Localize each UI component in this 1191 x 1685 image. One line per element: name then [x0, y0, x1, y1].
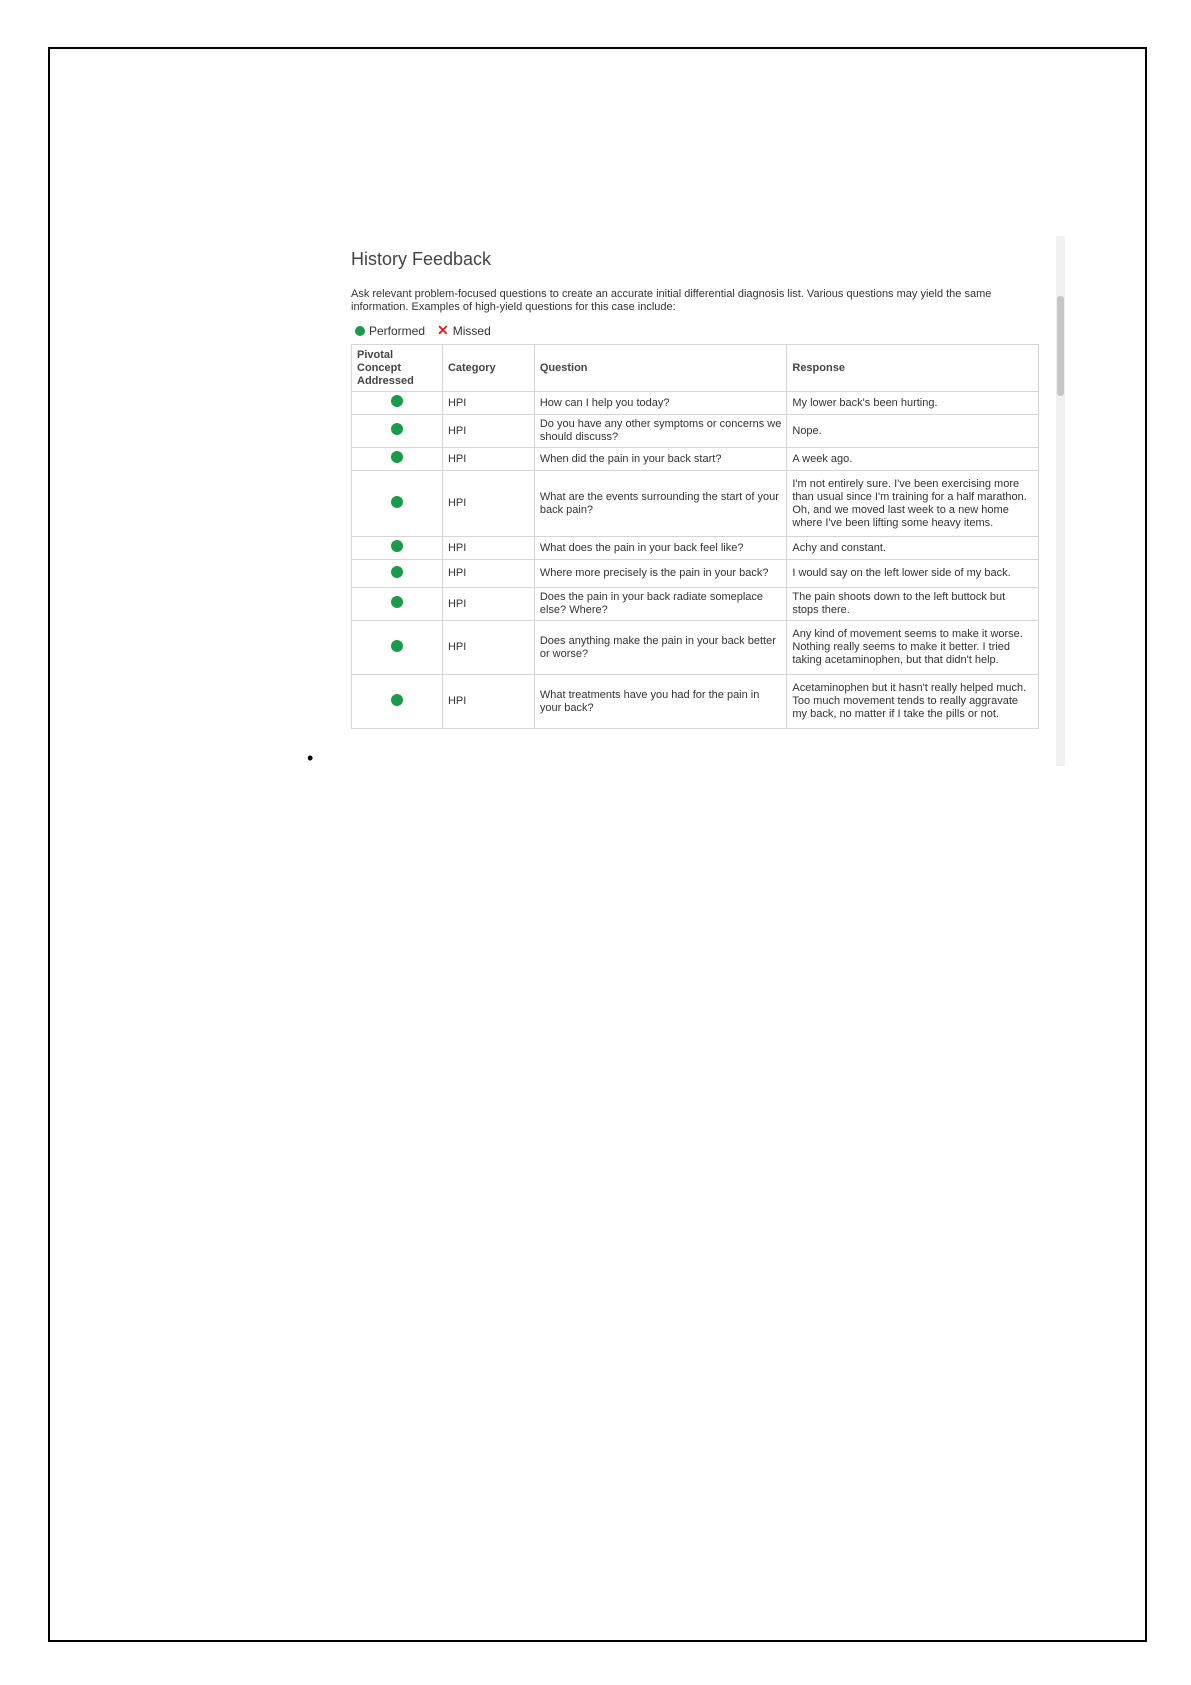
- history-feedback-table: [351, 344, 1039, 729]
- status-cell: [352, 560, 443, 588]
- response-cell: The pain shoots down to the left buttock but stops there.: [787, 588, 1039, 621]
- scrollbar-thumb[interactable]: [1057, 296, 1064, 396]
- category-cell: HPI: [442, 471, 534, 537]
- history-feedback-panel: [345, 236, 1068, 766]
- panel-intro: Ask relevant problem-focused questions to create an accurate initial differential diagnosis list. Various questions may yield the same information. Examples of high-yield questions for this case include:: [351, 288, 992, 313]
- response-cell: Acetaminophen but it hasn't really helped much. Too much movement tends to really aggravate my back, no matter if I take the pills or not.: [787, 675, 1039, 729]
- performed-dot-icon: [391, 451, 403, 463]
- category-cell: HPI: [442, 675, 534, 729]
- question-cell: Does anything make the pain in your back better or worse?: [534, 621, 787, 675]
- table-row: [352, 675, 1039, 729]
- question-cell: Where more precisely is the pain in your back?: [534, 560, 787, 588]
- table-row: [352, 621, 1039, 675]
- category-cell: HPI: [442, 537, 534, 560]
- response-cell: Any kind of movement seems to make it worse. Nothing really seems to make it better. I tried taking acetaminophen, but that didn't help.: [787, 621, 1039, 675]
- table-row: [352, 448, 1039, 471]
- performed-dot-icon: [391, 395, 403, 407]
- table-row: [352, 588, 1039, 621]
- performed-dot-icon: [391, 596, 403, 608]
- table-row: [352, 392, 1039, 415]
- table-row: [352, 537, 1039, 560]
- missed-x-icon: ✕: [437, 322, 449, 338]
- table-row: [352, 471, 1039, 537]
- category-cell: HPI: [442, 588, 534, 621]
- question-cell: How can I help you today?: [534, 392, 787, 415]
- response-cell: I'm not entirely sure. I've been exercising more than usual since I'm training for a half marathon. Oh, and we moved last week to a new home where I've been lifting some heavy items.: [787, 471, 1039, 537]
- performed-dot-icon: [391, 694, 403, 706]
- performed-dot-icon: [355, 326, 365, 336]
- category-cell: HPI: [442, 415, 534, 448]
- status-cell: [352, 415, 443, 448]
- status-cell: [352, 448, 443, 471]
- table-body: [352, 392, 1039, 729]
- performed-dot-icon: [391, 566, 403, 578]
- performed-dot-icon: [391, 423, 403, 435]
- panel-title: History Feedback: [351, 249, 492, 269]
- legend: [355, 322, 491, 339]
- performed-dot-icon: [391, 640, 403, 652]
- header-pivotal-concept: Pivotal Concept Addressed: [352, 345, 443, 392]
- response-cell: I would say on the left lower side of my back.: [787, 560, 1039, 588]
- question-cell: What are the events surrounding the start of your back pain?: [534, 471, 787, 537]
- status-cell: [352, 588, 443, 621]
- category-cell: HPI: [442, 621, 534, 675]
- performed-dot-icon: [391, 540, 403, 552]
- legend-missed-label: Missed: [452, 323, 491, 338]
- status-cell: [352, 621, 443, 675]
- question-cell: What treatments have you had for the pain in your back?: [534, 675, 787, 729]
- header-category: Category: [442, 345, 534, 392]
- performed-dot-icon: [391, 496, 403, 508]
- response-cell: Nope.: [787, 415, 1039, 448]
- table-header-row: [352, 345, 1039, 392]
- question-cell: When did the pain in your back start?: [534, 448, 787, 471]
- category-cell: HPI: [442, 448, 534, 471]
- status-cell: [352, 471, 443, 537]
- status-cell: [352, 537, 443, 560]
- status-cell: [352, 675, 443, 729]
- question-cell: What does the pain in your back feel like?: [534, 537, 787, 560]
- question-cell: Does the pain in your back radiate someplace else? Where?: [534, 588, 787, 621]
- legend-performed-label: Performed: [369, 323, 426, 338]
- category-cell: HPI: [442, 560, 534, 588]
- question-cell: Do you have any other symptoms or concerns we should discuss?: [534, 415, 787, 448]
- table-row: [352, 415, 1039, 448]
- header-question: Question: [534, 345, 787, 392]
- response-cell: Achy and constant.: [787, 537, 1039, 560]
- category-cell: HPI: [442, 392, 534, 415]
- status-cell: [352, 392, 443, 415]
- response-cell: A week ago.: [787, 448, 1039, 471]
- list-bullet: •: [307, 748, 314, 768]
- table-row: [352, 560, 1039, 588]
- header-response: Response: [787, 345, 1039, 392]
- response-cell: My lower back's been hurting.: [787, 392, 1039, 415]
